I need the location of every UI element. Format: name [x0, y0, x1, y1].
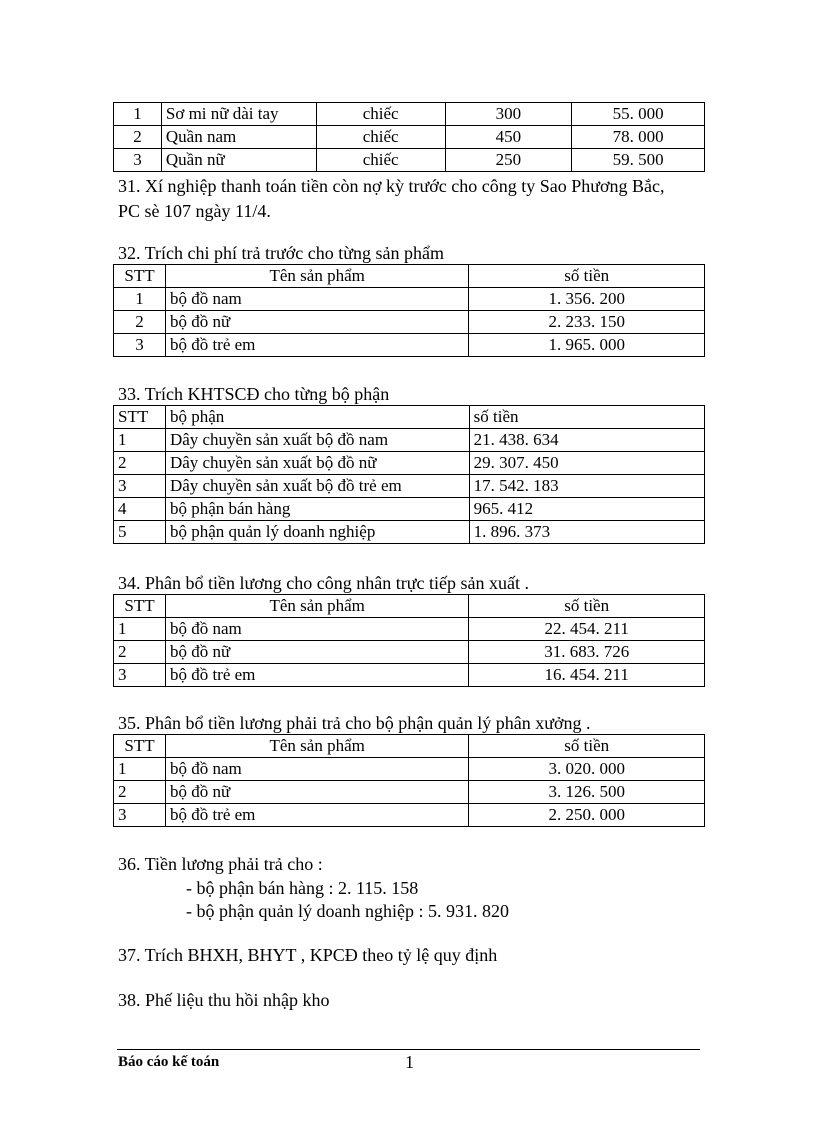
page-number: 1 [405, 1052, 414, 1072]
table-row [114, 429, 705, 452]
item-36-line2: - bộ phận quản lý doanh nghiệp : 5. 931. 820 [186, 901, 509, 921]
table-cell: 17. 542. 183 [469, 475, 704, 498]
table-cell: 29. 307. 450 [469, 452, 704, 475]
table-cell: 31. 683. 726 [469, 641, 705, 664]
item-36-heading: 36. Tiền lương phải trả cho : [118, 854, 323, 874]
table-cell: 2 [114, 452, 166, 475]
table-row [114, 664, 705, 687]
table-cell: Quần nữ [161, 149, 316, 172]
table-row [114, 452, 705, 475]
table-cell: 450 [445, 126, 572, 149]
table-row [114, 288, 705, 311]
column-header: STT [114, 265, 166, 288]
table-cell: bộ đồ nam [165, 288, 468, 311]
section-35 [113, 712, 705, 827]
table-cell: 1. 965. 000 [469, 334, 705, 357]
workshop-wage-table [113, 734, 705, 827]
table-row [114, 149, 705, 172]
table-cell: 300 [445, 103, 572, 126]
table-row [114, 521, 705, 544]
table-cell: bộ phận bán hàng [165, 498, 469, 521]
table-cell: 2 [114, 126, 162, 149]
table-cell: bộ đồ trẻ em [165, 804, 468, 827]
table-cell: 2 [114, 641, 166, 664]
column-header: Tên sản phẩm [165, 735, 468, 758]
footer-title: Báo cáo kế toán [118, 1054, 220, 1070]
table-row [114, 334, 705, 357]
table-cell: 1. 896. 373 [469, 521, 704, 544]
table-cell: Quần nam [161, 126, 316, 149]
table-cell: 1 [114, 103, 162, 126]
table-cell: 3 [114, 804, 166, 827]
table-cell: 4 [114, 498, 166, 521]
table-header-row [114, 735, 705, 758]
footer-divider [117, 1049, 700, 1050]
table-cell: bộ đồ nữ [165, 311, 468, 334]
table-header-row [114, 265, 705, 288]
table-cell: 78. 000 [572, 126, 705, 149]
column-header: STT [114, 595, 166, 618]
table-cell: 22. 454. 211 [469, 618, 705, 641]
table-cell: 3. 126. 500 [469, 781, 705, 804]
table-cell: 3 [114, 475, 166, 498]
section-33 [113, 383, 705, 544]
column-header: STT [114, 406, 166, 429]
table-cell: Dây chuyền sản xuất bộ đồ nam [165, 429, 469, 452]
table-cell: bộ đồ nam [165, 618, 468, 641]
item-38: 38. Phế liệu thu hồi nhập kho [118, 990, 330, 1010]
section-32-heading: 32. Trích chi phí trả trước cho từng sản phẩm [118, 243, 444, 263]
table-cell: 59. 500 [572, 149, 705, 172]
section-34-heading: 34. Phân bổ tiền lương cho công nhân trực tiếp sản xuất . [118, 573, 529, 593]
table-cell: chiếc [316, 126, 445, 149]
section-32 [113, 242, 705, 357]
depreciation-table [113, 405, 705, 544]
product-table-top [113, 102, 705, 172]
item-31-line1: 31. Xí nghiệp thanh toán tiền còn nợ kỳ trước cho công ty Sao Phương Bắc, [118, 176, 665, 196]
table-row [114, 498, 705, 521]
table-header-row [114, 406, 705, 429]
table-cell: 2. 250. 000 [469, 804, 705, 827]
table-cell: bộ đồ nữ [165, 781, 468, 804]
table-cell: 3 [114, 149, 162, 172]
table-cell: 3 [114, 664, 166, 687]
section-35-heading: 35. Phân bổ tiền lương phải trả cho bộ phận quản lý phân xưởng . [118, 713, 591, 733]
item-37: 37. Trích BHXH, BHYT , KPCĐ theo tỷ lệ quy định [118, 945, 498, 965]
table-cell: 1 [114, 288, 166, 311]
table-cell: 1. 356. 200 [469, 288, 705, 311]
table-cell: 2 [114, 311, 166, 334]
table-cell: 250 [445, 149, 572, 172]
table-row [114, 618, 705, 641]
section-34 [113, 572, 705, 687]
table-cell: 5 [114, 521, 166, 544]
column-header: bộ phận [165, 406, 469, 429]
table-cell: bộ đồ trẻ em [165, 664, 468, 687]
column-header: số tiền [469, 406, 704, 429]
prepaid-expense-table [113, 264, 705, 357]
table-cell: bộ đồ nữ [165, 641, 468, 664]
table-cell: 3. 020. 000 [469, 758, 705, 781]
table-cell: bộ đồ nam [165, 758, 468, 781]
table-cell: 2. 233. 150 [469, 311, 705, 334]
table-cell: 1 [114, 758, 166, 781]
table-cell: 965. 412 [469, 498, 704, 521]
table-row [114, 758, 705, 781]
table-cell: 1 [114, 618, 166, 641]
table-row [114, 804, 705, 827]
table-row [114, 781, 705, 804]
table-cell: bộ phận quản lý doanh nghiệp [165, 521, 469, 544]
direct-wage-table [113, 594, 705, 687]
table-row [114, 641, 705, 664]
section-33-heading: 33. Trích KHTSCĐ cho từng bộ phận [118, 384, 390, 404]
column-header: số tiền [469, 735, 705, 758]
table-cell: 2 [114, 781, 166, 804]
table-row [114, 311, 705, 334]
table-cell: 21. 438. 634 [469, 429, 704, 452]
table-cell: 1 [114, 429, 166, 452]
product-price-table [113, 102, 705, 172]
table-row [114, 475, 705, 498]
table-header-row [114, 595, 705, 618]
column-header: số tiền [469, 595, 705, 618]
table-row [114, 103, 705, 126]
table-cell: 55. 000 [572, 103, 705, 126]
column-header: Tên sản phẩm [165, 265, 468, 288]
column-header: số tiền [469, 265, 705, 288]
table-cell: Dây chuyền sản xuất bộ đồ nữ [165, 452, 469, 475]
table-cell: bộ đồ trẻ em [165, 334, 468, 357]
column-header: Tên sản phẩm [165, 595, 468, 618]
column-header: STT [114, 735, 166, 758]
table-cell: 3 [114, 334, 166, 357]
table-cell: Sơ mi nữ dài tay [161, 103, 316, 126]
table-cell: 16. 454. 211 [469, 664, 705, 687]
table-row [114, 126, 705, 149]
item-36-line1: - bộ phận bán hàng : 2. 115. 158 [186, 878, 419, 898]
table-cell: Dây chuyền sản xuất bộ đồ trẻ em [165, 475, 469, 498]
table-cell: chiếc [316, 149, 445, 172]
table-cell: chiếc [316, 103, 445, 126]
item-31-line2: PC sè 107 ngày 11/4. [118, 201, 271, 221]
